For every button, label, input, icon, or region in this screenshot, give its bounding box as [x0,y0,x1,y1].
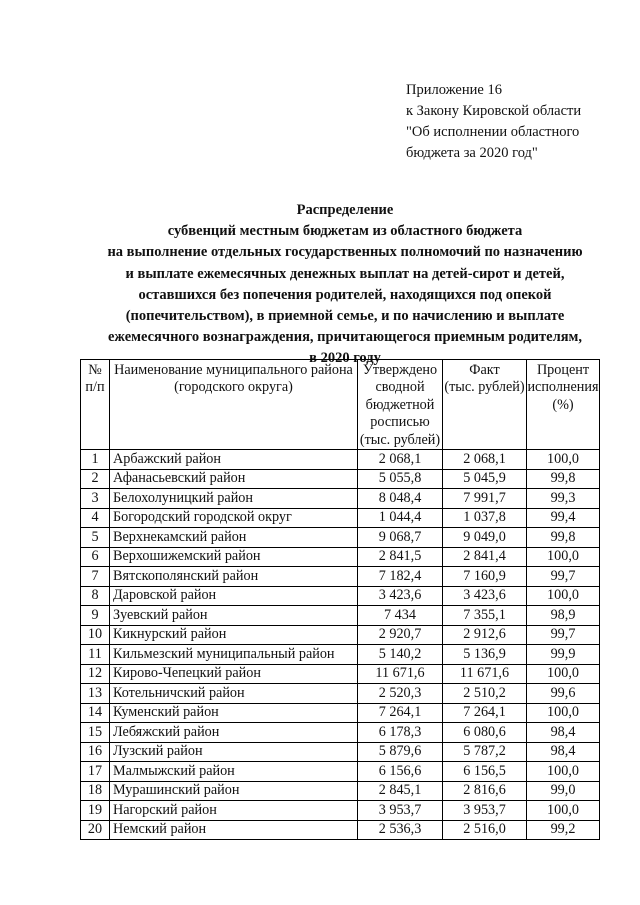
table-row [81,723,600,743]
title-line: и выплате ежемесячных денежных выплат на детей-сирот и детей, [125,265,565,282]
table-row [81,489,600,509]
cell-name: Куменский район [110,703,358,723]
title-line: на выполнение отдельных государственных полномочий по назначению [107,244,583,261]
cell-percent: 100,0 [527,801,600,821]
cell-percent: 99,0 [527,781,600,801]
cell-fact: 5 787,2 [443,742,527,762]
cell-name: Малмыжский район [110,762,358,782]
cell-approved: 5 879,6 [358,742,443,762]
cell-num: 11 [81,645,110,665]
cell-percent: 99,6 [527,684,600,704]
cell-num: 12 [81,664,110,684]
header-line: сводной [375,379,425,396]
cell-num: 10 [81,625,110,645]
cell-name: Верхошижемский район [110,547,358,567]
cell-fact: 2 841,4 [443,547,527,567]
cell-fact: 5 136,9 [443,645,527,665]
cell-approved: 2 068,1 [358,450,443,470]
cell-approved: 2 520,3 [358,684,443,704]
cell-percent: 100,0 [527,586,600,606]
cell-approved: 7 264,1 [358,703,443,723]
cell-name: Лузский район [110,742,358,762]
cell-num: 20 [81,820,110,840]
cell-percent: 98,4 [527,723,600,743]
table-row [81,742,600,762]
cell-fact: 2 912,6 [443,625,527,645]
appendix-note [406,80,581,164]
table-row [81,567,600,587]
header-line: (%) [552,396,574,413]
title-line: субвенций местным бюджетам из областного бюджета [167,223,523,240]
cell-fact: 7 991,7 [443,489,527,509]
cell-fact: 9 049,0 [443,528,527,548]
cell-name: Кирово-Чепецкий район [110,664,358,684]
cell-percent: 99,2 [527,820,600,840]
cell-approved: 6 178,3 [358,723,443,743]
table-row [81,762,600,782]
cell-num: 8 [81,586,110,606]
cell-name: Даровской район [110,586,358,606]
cell-approved: 3 423,6 [358,586,443,606]
cell-fact: 2 510,2 [443,684,527,704]
table-row [81,528,600,548]
cell-name: Богородский городской округ [110,508,358,528]
header-line: Процент [536,362,590,378]
cell-fact: 2 068,1 [443,450,527,470]
cell-percent: 100,0 [527,703,600,723]
cell-approved: 7 434 [358,606,443,626]
header-fact [443,360,527,450]
cell-name: Верхнекамский район [110,528,358,548]
cell-percent: 100,0 [527,664,600,684]
appendix-line: "Об исполнении областного [406,124,580,140]
cell-num: 18 [81,781,110,801]
cell-num: 7 [81,567,110,587]
cell-fact: 7 264,1 [443,703,527,723]
cell-num: 3 [81,489,110,509]
header-line: (тыс. рублей) [444,379,525,396]
appendix-line: бюджета за 2020 год" [406,145,538,161]
appendix-line: Приложение 16 [406,82,502,98]
cell-name: Афанасьевский район [110,469,358,489]
table-row [81,781,600,801]
cell-name: Арбажский район [110,450,358,470]
cell-fact: 7 160,9 [443,567,527,587]
cell-approved: 8 048,4 [358,489,443,509]
cell-name: Вятскополянский район [110,567,358,587]
cell-name: Белохолуницкий район [110,489,358,509]
cell-name: Зуевский район [110,606,358,626]
cell-name: Мурашинский район [110,781,358,801]
cell-approved: 6 156,6 [358,762,443,782]
cell-num: 4 [81,508,110,528]
table-row [81,586,600,606]
table-row [81,684,600,704]
cell-num: 16 [81,742,110,762]
header-line: Наименование муниципального района [114,362,353,378]
cell-approved: 2 920,7 [358,625,443,645]
header-percent [527,360,600,450]
cell-name: Нагорский район [110,801,358,821]
table-row [81,703,600,723]
header-line: № [88,362,102,378]
cell-name: Котельничский район [110,684,358,704]
cell-num: 14 [81,703,110,723]
cell-name: Немский район [110,820,358,840]
title-line: ежемесячного вознаграждения, причитающегося приемным родителям, [107,329,583,346]
cell-num: 9 [81,606,110,626]
header-line: Факт [469,362,500,378]
header-name [110,360,358,450]
cell-fact: 6 080,6 [443,723,527,743]
cell-num: 13 [81,684,110,704]
header-line: росписью [370,414,430,431]
table-row [81,469,600,489]
cell-percent: 100,0 [527,762,600,782]
title-line: в 2020 году [309,350,381,367]
title-line: (попечительством), в приемной семье, и по начислению и выплате [125,308,565,325]
appendix-line: к Закону Кировской области [406,103,582,119]
cell-approved: 5 055,8 [358,469,443,489]
table-row [81,547,600,567]
cell-approved: 5 140,2 [358,645,443,665]
document-title [60,200,630,370]
cell-fact: 7 355,1 [443,606,527,626]
cell-approved: 1 044,4 [358,508,443,528]
header-row [81,360,600,450]
cell-fact: 5 045,9 [443,469,527,489]
cell-percent: 100,0 [527,547,600,567]
cell-fact: 3 953,7 [443,801,527,821]
cell-name: Лебяжский район [110,723,358,743]
cell-percent: 100,0 [527,450,600,470]
header-line: (тыс. рублей) [359,431,441,448]
subvention-table [80,359,600,840]
cell-fact: 2 516,0 [443,820,527,840]
cell-approved: 2 841,5 [358,547,443,567]
cell-approved: 3 953,7 [358,801,443,821]
table-row [81,801,600,821]
cell-num: 2 [81,469,110,489]
cell-num: 19 [81,801,110,821]
cell-percent: 99,8 [527,469,600,489]
cell-name: Кикнурский район [110,625,358,645]
table-row [81,450,600,470]
cell-percent: 99,7 [527,567,600,587]
cell-approved: 7 182,4 [358,567,443,587]
header-line: Утверждено [362,362,438,378]
cell-approved: 2 536,3 [358,820,443,840]
cell-percent: 98,9 [527,606,600,626]
table-row [81,606,600,626]
header-num [81,360,110,450]
cell-percent: 99,8 [527,528,600,548]
title-line: Распределение [296,202,394,218]
header-line: п/п [85,379,105,396]
table-body [81,450,600,840]
cell-fact: 1 037,8 [443,508,527,528]
table-row [81,820,600,840]
cell-percent: 99,7 [527,625,600,645]
cell-approved: 9 068,7 [358,528,443,548]
cell-percent: 98,4 [527,742,600,762]
cell-percent: 99,9 [527,645,600,665]
cell-num: 6 [81,547,110,567]
header-line: бюджетной [365,396,435,413]
cell-fact: 11 671,6 [443,664,527,684]
table-row [81,508,600,528]
table-row [81,625,600,645]
cell-num: 15 [81,723,110,743]
cell-fact: 2 816,6 [443,781,527,801]
cell-approved: 2 845,1 [358,781,443,801]
header-line: исполнения [527,379,599,396]
cell-num: 5 [81,528,110,548]
cell-fact: 6 156,5 [443,762,527,782]
cell-approved: 11 671,6 [358,664,443,684]
cell-fact: 3 423,6 [443,586,527,606]
cell-num: 17 [81,762,110,782]
header-approved [358,360,443,450]
cell-percent: 99,3 [527,489,600,509]
header-line: (городского округа) [174,379,293,396]
cell-name: Кильмезский муниципальный район [110,645,358,665]
table-header [81,360,600,450]
cell-percent: 99,4 [527,508,600,528]
cell-num: 1 [81,450,110,470]
table-row [81,645,600,665]
title-line: оставшихся без попечения родителей, находящихся под опекой [138,286,552,303]
table-row [81,664,600,684]
